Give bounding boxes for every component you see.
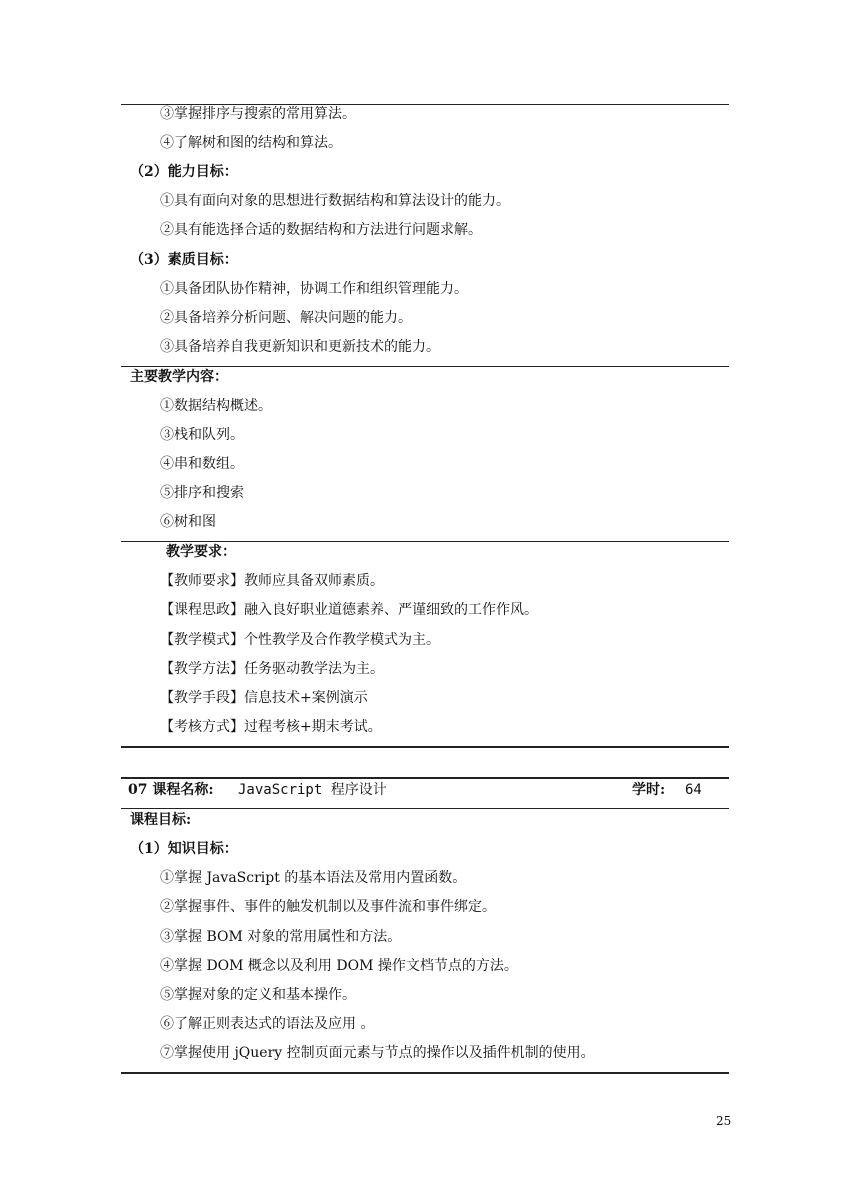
list-item: ①具备团队协作精神，协调工作和组织管理能力。 [160,281,468,297]
list-item: ①数据结构概述。 [160,398,272,414]
section-heading: （1）知识目标： [130,841,238,857]
list-item: 【教学模式】个性教学及合作教学模式为主。 [160,632,440,648]
divider [121,366,729,367]
list-item: 【教学手段】信息技术+案例演示 [160,690,368,706]
list-item: ⑤排序和搜索 [160,485,244,501]
list-item: ⑤掌握对象的定义和基本操作。 [160,987,356,1003]
list-item: ②掌握事件、事件的触发机制以及事件流和事件绑定。 [160,899,496,915]
list-item: ③掌握排序与搜索的常用算法。 [160,106,356,122]
list-item: ⑥了解正则表达式的语法及应用 。 [160,1016,375,1032]
page-number: 25 [716,1114,732,1128]
list-item: ②具备培养分析问题、解决问题的能力。 [160,310,412,326]
course-name-label: 07 课程名称: [128,782,214,798]
course-name: JavaScript 程序设计 [238,782,387,798]
list-item: ①掌握 JavaScript 的基本语法及常用内置函数。 [160,870,467,886]
divider [121,541,729,542]
section-heading: 教学要求： [166,544,236,560]
list-item: 【课程思政】融入良好职业道德素养、严谨细致的工作作风。 [160,602,538,618]
list-item: ②具有能选择合适的数据结构和方法进行问题求解。 [160,222,482,238]
list-item: ③具备培养自我更新知识和更新技术的能力。 [160,339,440,355]
section-heading: （2）能力目标： [130,164,238,180]
course-header-rule [121,777,729,779]
list-item: ④了解树和图的结构和算法。 [160,135,342,151]
list-item: 【考核方式】过程考核+期末考试。 [160,719,382,735]
list-item: ③掌握 BOM 对象的常用属性和方法。 [160,929,402,945]
section-heading: （3）素质目标： [130,252,238,268]
list-item: ⑥树和图 [160,514,216,530]
list-item: ⑦掌握使用 jQuery 控制页面元素与节点的操作以及插件机制的使用。 [160,1045,595,1061]
list-item: 【教师要求】教师应具备双师素质。 [160,573,384,589]
list-item: ①具有面向对象的思想进行数据结构和算法设计的能力。 [160,193,510,209]
list-item: ③栈和队列。 [160,427,244,443]
section-end-rule [121,1072,729,1074]
course-hours: 64 [685,782,702,798]
list-item: 【教学方法】任务驱动教学法为主。 [160,661,384,677]
list-item: ④串和数组。 [160,456,244,472]
course-hours-label: 学时: [632,782,666,798]
section-heading: 主要教学内容： [130,369,228,385]
section-heading: 课程目标: [130,812,192,828]
list-item: ④掌握 DOM 概念以及利用 DOM 操作文档节点的方法。 [160,958,518,974]
section-end-rule [121,746,729,748]
divider [121,808,729,809]
